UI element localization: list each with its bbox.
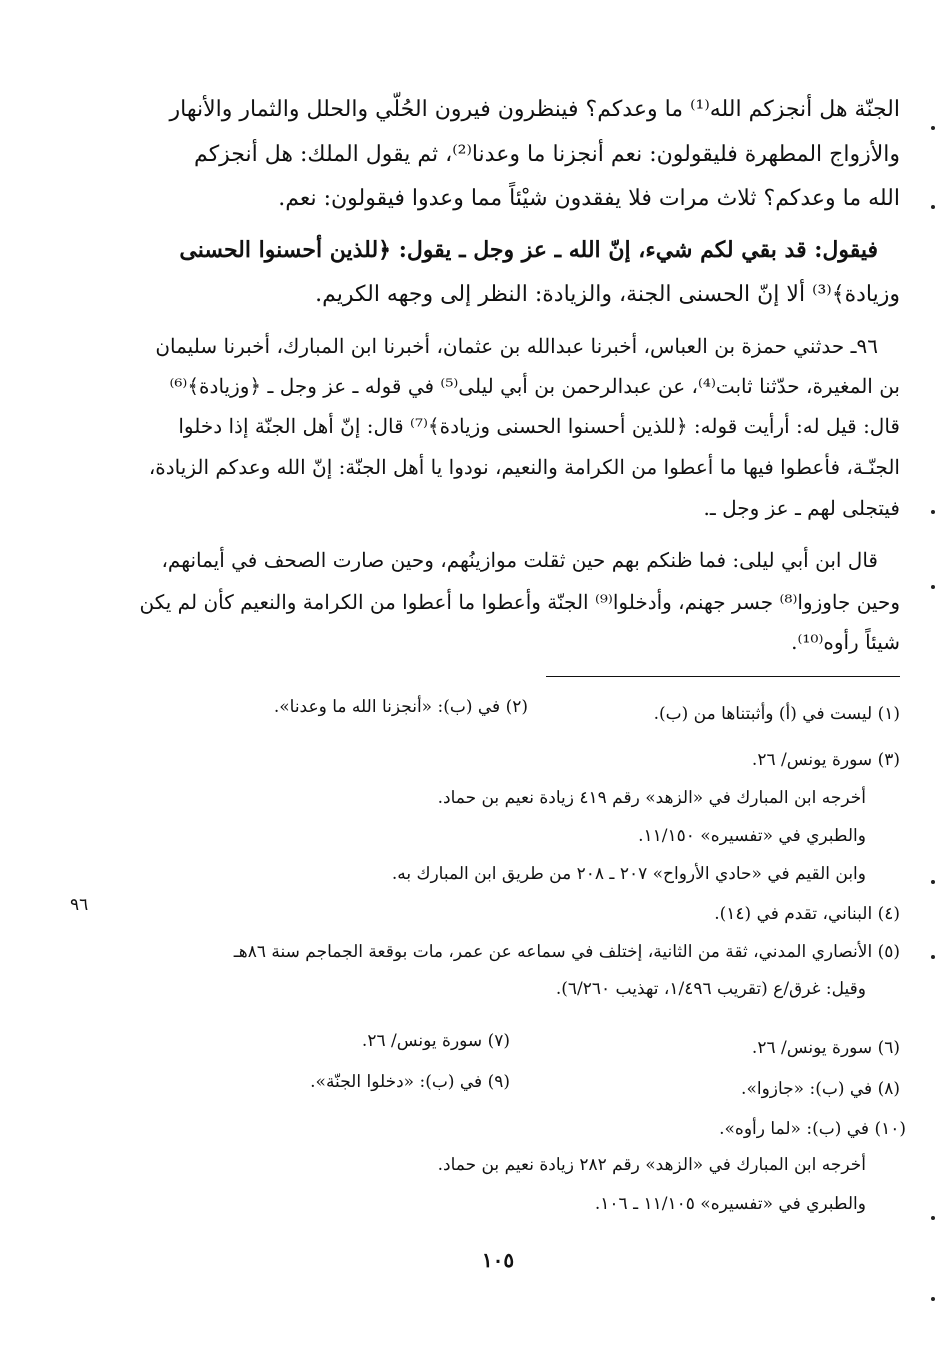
text-line: الله ما وعدكم؟ ثلاث مرات فلا يفقدون شيْئاً مما وعدوا فيقولون: نعم. xyxy=(278,186,900,211)
footnote: والطبري في «تفسيره» ١١/١٠٥ ـ ١٠٦. xyxy=(594,1194,866,1214)
text-line: والأزواج المطهرة فليقولون: نعم أنجزنا ما وعدنا⁽²⁾، ثم يقول الملك: هل أنجزكم xyxy=(194,142,900,167)
footnote: (٩) في (ب): «دخلوا الجنّة». xyxy=(310,1072,510,1092)
footnote: (٢) في (ب): «أنجزنا الله ما وعدنا». xyxy=(273,697,528,717)
scan-speck xyxy=(931,126,935,130)
footnote-divider xyxy=(546,676,900,677)
footnote: والطبري في «تفسيره» ١١/١٥٠. xyxy=(638,826,866,846)
scan-speck xyxy=(931,205,935,209)
footnote: (١) ليست في (أ) وأثبتناها من (ب). xyxy=(653,704,900,724)
footnote: وابن القيم في «حادي الأرواح» ٢٠٧ ـ ٢٠٨ من طريق ابن المبارك به. xyxy=(391,864,866,884)
text-line: ٩٦ـ حدثني حمزة بن العباس، أخبرنا عبدالله بن عثمان، أخبرنا ابن المبارك، أخبرنا سليمان xyxy=(155,334,878,358)
text-line: شيئاً رأوه⁽¹⁰⁾. xyxy=(791,630,900,654)
text-line: فيقول: قد بقي لكم شيء، إنّ الله ـ عز وجل ـ يقول: ﴿للذين أحسنوا الحسنى xyxy=(179,237,878,263)
footnote: (٧) سورة يونس/ ٢٦. xyxy=(361,1031,510,1051)
footnote: (٥) الأنصاري المدني، ثقة من الثانية، إختلف في سماعه عن عمر، مات بوقعة الجماجم سنة ٨٦هـ xyxy=(233,942,900,962)
text-line: قال: قيل له: أرأيت قوله: ﴿للذين أحسنوا الحسنى وزيادة﴾⁽⁷⁾ قال: إنّ أهل الجنّة إذا دخلوا xyxy=(178,414,900,438)
scan-speck xyxy=(931,880,935,884)
margin-number: ٩٦ xyxy=(70,895,89,915)
scan-speck xyxy=(931,585,935,589)
page-number: ١٠٥ xyxy=(481,1248,515,1272)
scan-speck xyxy=(931,510,935,514)
footnote: (٤) البناني، تقدم في (١٤). xyxy=(714,904,900,924)
text-line: بن المغيرة، حدّثنا ثابت⁽⁴⁾، عن عبدالرحمن بن أبي ليلى⁽⁵⁾ في قوله ـ عز وجل ـ ﴿وزيادة﴾⁽⁶⁾ xyxy=(169,374,900,398)
text-line: قال ابن أبي ليلى: فما ظنكم بهم حين ثقلت موازينُهم، وحين صارت الصحف في أيمانهم، xyxy=(161,548,878,572)
scan-speck xyxy=(931,955,935,959)
footnote: أخرجه ابن المبارك في «الزهد» رقم ٢٨٢ زيادة نعيم بن حماد. xyxy=(437,1155,866,1175)
footnote: (١٠) في (ب): «لما رأوه». xyxy=(719,1119,906,1139)
text-line: وحين جاوزوا⁽⁸⁾ جسر جهنم، وأدخلوا⁽⁹⁾ الجنّة وأعطوا ما أعطوا من الكرامة والنعيم كأن لم يكن xyxy=(139,590,900,614)
footnote: وقيل: غرق/ع (تقريب ١/٤٩٦، تهذيب ٦/٢٦٠). xyxy=(555,979,866,999)
footnote: (٦) سورة يونس/ ٢٦. xyxy=(751,1038,900,1058)
text-line: وزيادة﴾⁽³⁾ ألا إنّ الحسنى الجنة، والزيادة: النظر إلى وجهه الكريم. xyxy=(315,282,900,307)
scan-speck xyxy=(931,1297,935,1301)
text-line: فيتجلى لهم ـ عز وجل ـ. xyxy=(703,496,900,520)
footnote: أخرجه ابن المبارك في «الزهد» رقم ٤١٩ زيادة نعيم بن حماد. xyxy=(437,788,866,808)
scan-speck xyxy=(931,1216,935,1220)
footnote: (٨) في (ب): «جازوا». xyxy=(741,1079,900,1099)
text-line: الجنّة هل أنجزكم الله⁽¹⁾ ما وعدكم؟ فينظرون فيرون الحُلّي والحلل والثمار والأنهار xyxy=(169,97,900,122)
footnote: (٣) سورة يونس/ ٢٦. xyxy=(751,750,900,770)
text-line: الجنّـة، فأعطوا فيها ما أعطوا من الكرامة والنعيم، نودوا يا أهل الجنّة: إنّ الله وعدكم الزيادة، xyxy=(148,455,900,479)
